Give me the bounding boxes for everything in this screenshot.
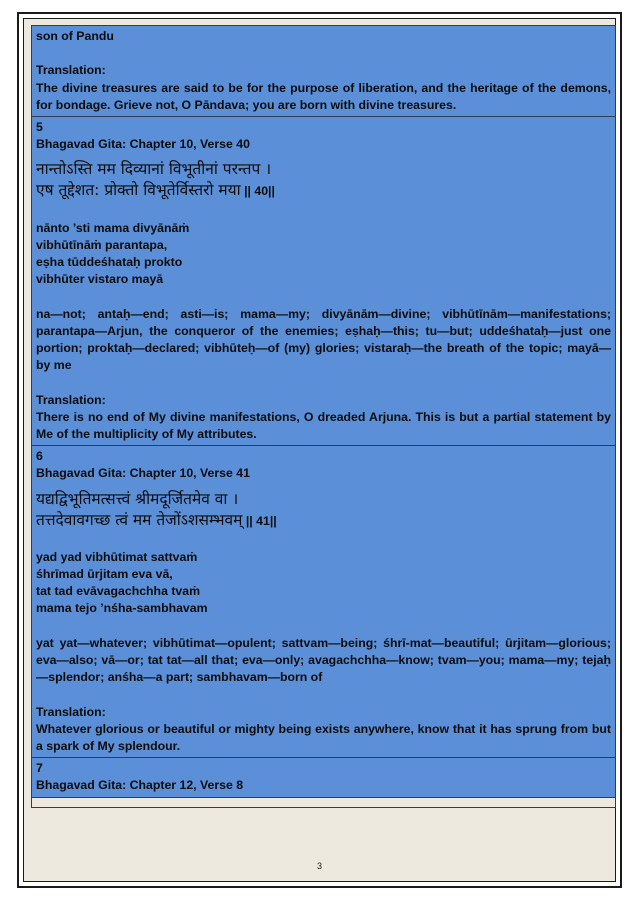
table-cell-verse-12-8 [31, 758, 616, 797]
transliteration-line-3: tat tad evāvagachchha tvaṁ [36, 584, 201, 599]
sanskrit-verse-marker: || 41|| [242, 513, 277, 528]
transliteration-line-3: eṣha tūddeśhataḥ prokto [36, 255, 183, 269]
table-cell-verse-41 [31, 446, 616, 758]
translation-text: Whatever glorious or beautiful or mighty being exists anywhere, know that it has sprung from but a spark of My splendour. [36, 721, 611, 753]
word-meanings: yat yat—whatever; vibhūtimat—opulent; sattvam—being; śhrī-mat—beautiful; ūrjitam—glorious; eva—also; vā—or; tat tat—all that; eva—only; avagachchha—know; tvam—you; mama—my; tejaḥ—splendor; anśha—a part; sambhavam—born of [36, 635, 611, 685]
page-border-inner [23, 18, 616, 882]
transliteration-line-1: yad yad vibhūtimat sattvaṁ [36, 549, 198, 564]
transliteration-line-2: vibhūtīnāṁ parantapa, [36, 237, 168, 252]
transliteration-line-2: śhrīmad ūrjitam eva vā, [36, 567, 173, 581]
verse-reference: Bhagavad Gita: Chapter 10, Verse 40 [36, 137, 250, 152]
sanskrit-line-2 [36, 180, 611, 202]
verse-number: 6 [36, 449, 43, 464]
sanskrit-text: एष तूद्देशत: प्रोक्तो विभूतेर्विस्तरो मया [36, 181, 241, 200]
translation-label: Translation: [36, 63, 106, 78]
table-cell-prev-verse [31, 25, 616, 117]
sanskrit-line-1: नान्तोऽस्ति मम दिव्यानां विभूतीनां परन्तप । [36, 160, 272, 179]
translation-text: There is no end of My divine manifestations, O dreaded Arjuna. This is but a partial statement by Me of the multiplicity of My attributes. [36, 409, 611, 441]
verse-table [31, 25, 616, 808]
word-meanings: na—not; antaḥ—end; asti—is; mama—my; divyānām—divine; vibhūtīnām—manifestations; parantapa—Arjun, the conqueror of the enemies; eṣhaḥ—this; tu—but; uddeśhataḥ—just one portion; proktaḥ—declared; vibhūteḥ—of (my) glories; vistaraḥ—the breath of the topic; mayā—by me [36, 306, 611, 373]
verse-reference: Bhagavad Gita: Chapter 12, Verse 8 [36, 778, 244, 793]
translation-label: Translation: [36, 704, 106, 719]
sanskrit-verse-marker: || 40|| [240, 184, 275, 199]
verse-number: 7 [36, 761, 43, 776]
transliteration-line-4: mama tejo ’nśha-sambhavam [36, 601, 208, 616]
sanskrit-line-1: यद्यद्विभूतिमत्सत्त्वं श्रीमदूर्जितमेव वा । [36, 489, 239, 508]
verse-number: 5 [36, 120, 43, 134]
table-cell-verse-40 [31, 117, 616, 446]
transliteration-line-4: vibhūter vistaro mayā [36, 272, 164, 287]
page-number: 3 [316, 861, 322, 871]
transliteration-line-1: nānto ’sti mama divyānāṁ [36, 220, 190, 235]
verse-reference: Bhagavad Gita: Chapter 10, Verse 41 [36, 466, 250, 481]
line-son-of-pandu: son of Pandu [36, 29, 114, 43]
sanskrit-line-2 [36, 510, 611, 532]
translation-text: The divine treasures are said to be for the purpose of liberation, and the heritage of the demons, for bondage. Grieve not, O Pāndava; you are born with divine treasures. [36, 80, 611, 112]
translation-label: Translation: [36, 392, 106, 407]
page-border-outer [17, 12, 622, 888]
table-empty-row [31, 798, 616, 808]
sanskrit-text: तत्तदेवावगच्छ त्वं मम तेजोंऽशसम्भवम् [36, 510, 243, 529]
